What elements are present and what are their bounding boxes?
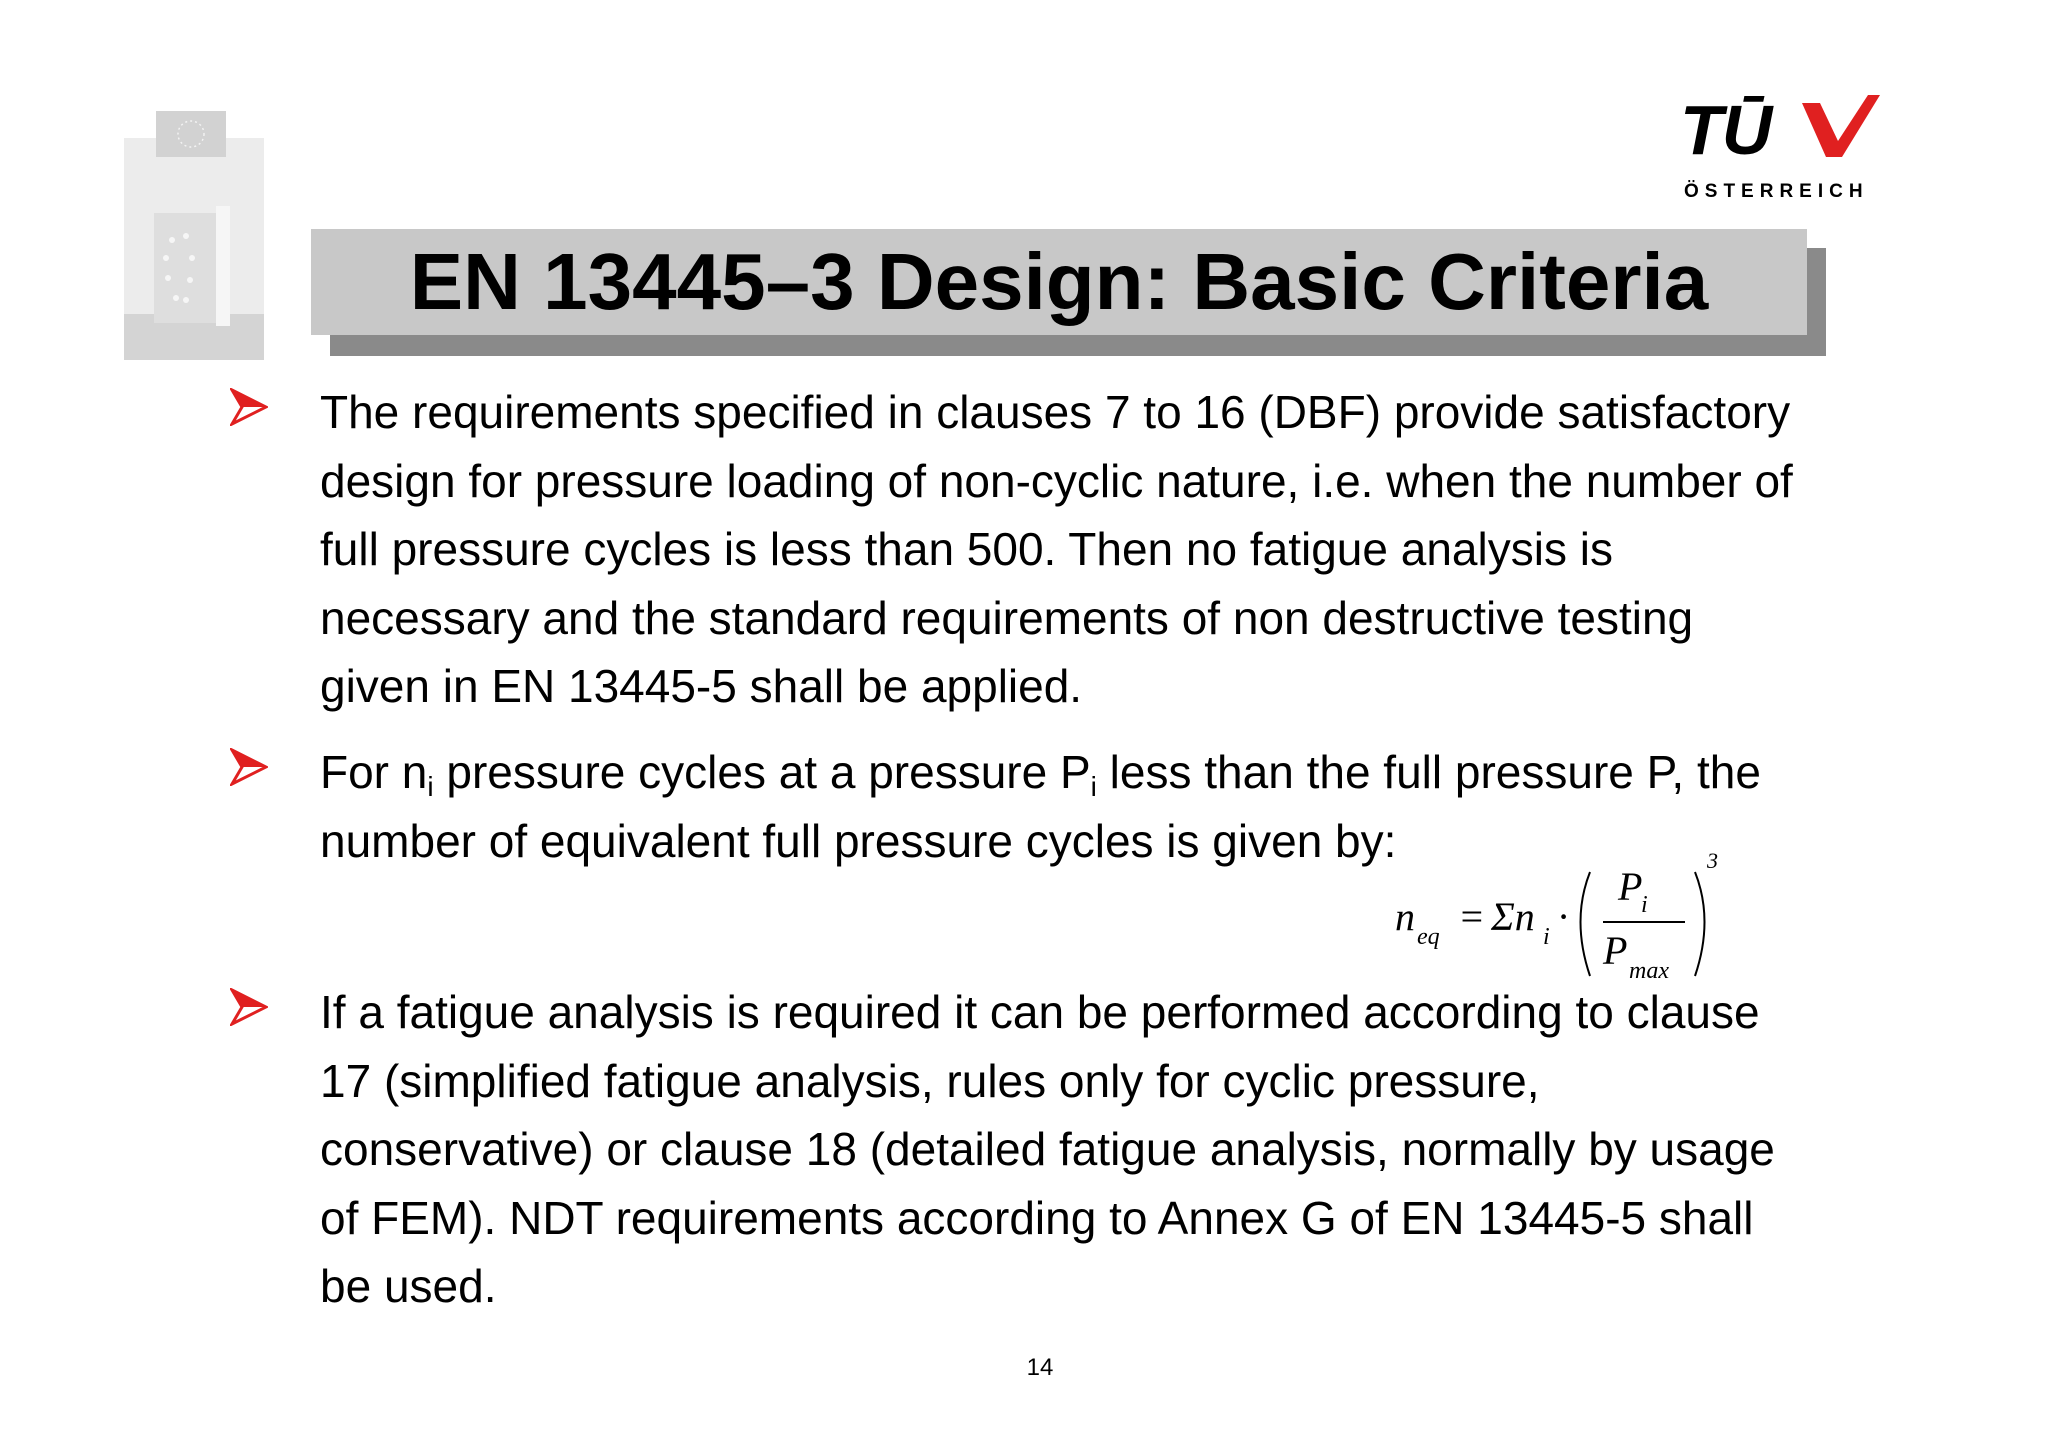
svg-text:n: n xyxy=(1395,894,1415,939)
arrowhead-bullet-icon xyxy=(230,748,268,786)
svg-text:i: i xyxy=(1641,892,1648,918)
svg-text:P: P xyxy=(1603,928,1628,973)
page-title: EN 13445–3 Design: Basic Criteria xyxy=(409,237,1709,326)
logo-wordmark: TŪ xyxy=(1680,91,1772,169)
bullet-text: If a fatigue analysis is required it can be performed according to clause 17 (simplified fatigue analysis, rules only for cyclic pressure, conservative) or clause 18 (detailed fatigue analysis, normally by usage of FEM). NDT requirements according to Annex G of EN 13445-5 shall be used. xyxy=(320,986,1775,1312)
svg-text:eq: eq xyxy=(1417,924,1440,950)
tuv-logo xyxy=(1680,91,1880,205)
svg-text:i: i xyxy=(1543,924,1550,950)
svg-text:P: P xyxy=(1618,864,1643,909)
svg-text:max: max xyxy=(1629,958,1669,984)
checkmark-icon xyxy=(1800,95,1880,161)
equivalent-cycles-formula xyxy=(1395,850,1725,990)
svg-text:3: 3 xyxy=(1707,850,1718,873)
title-bar xyxy=(311,229,1807,335)
eu-emblem-icon xyxy=(124,108,264,360)
bullet-text: The requirements specified in clauses 7 to 16 (DBF) provide satisfactory design for pressure loading of non-cyclic nature, i.e. when the number of full pressure cycles is less than 500. Then no fatigue analysis is necessary and the standard requirements of non destructive testing given in EN 13445-5 shall be applied. xyxy=(320,386,1793,712)
bullet-text: For $n_i$ pressure cycles at a pressure $P_i$ less than the full pressure P, the number of equivalent full pressure cycles is given by: xyxy=(320,746,1761,867)
svg-text:Σn: Σn xyxy=(1491,894,1535,939)
logo-subtitle: ÖSTERREICH xyxy=(1684,181,1869,202)
svg-text:·: · xyxy=(1558,894,1568,939)
arrowhead-bullet-icon xyxy=(230,988,268,1026)
svg-text:=: = xyxy=(1458,894,1485,939)
arrowhead-bullet-icon xyxy=(230,388,268,426)
page-number: 14 xyxy=(1026,1354,1054,1381)
